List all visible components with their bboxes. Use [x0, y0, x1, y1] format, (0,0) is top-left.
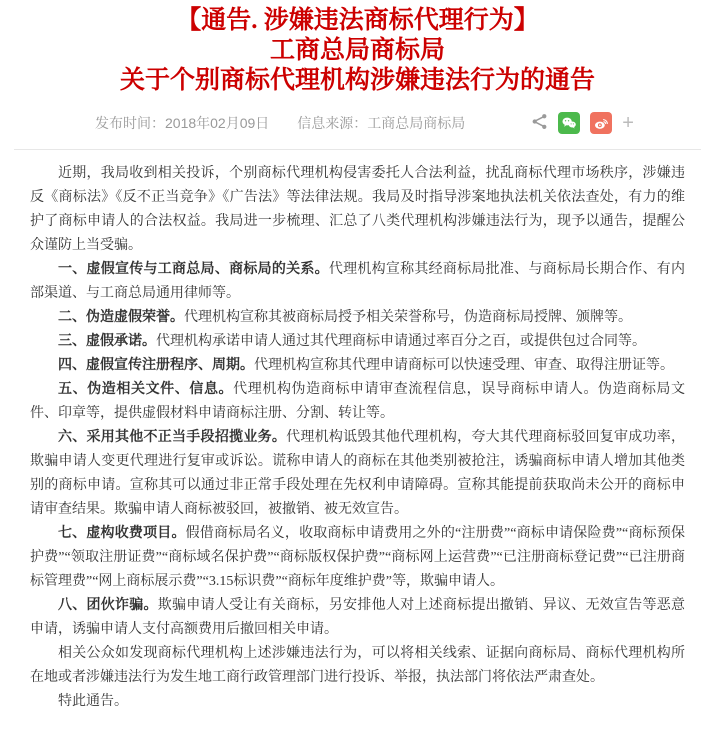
more-share-icon[interactable]: +: [622, 112, 634, 134]
paragraph-lead: 一、虚假宣传与工商总局、商标局的关系。: [58, 262, 329, 277]
article-paragraph: [30, 642, 685, 690]
paragraph-text: 代理机构宣称其被商标局授予相关荣誉称号，伪造商标局授牌、颁牌等。: [184, 310, 632, 325]
article-header: [0, 0, 715, 134]
info-source: 信息来源：工商总局商标局: [297, 115, 466, 131]
article-paragraph: [30, 522, 685, 594]
article-paragraph: [30, 594, 685, 642]
paragraph-lead: 八、团伙诈骗。: [58, 598, 158, 613]
paragraph-text: 代理机构承诺申请人通过其代理商标申请通过率百分之百，或提供包过合同等。: [156, 334, 646, 349]
paragraph-text: 假借商标局名义，收取商标申请费用之外的“注册费”“商标申请保险费”“商标预保护费”“领取注册证费”“商标域名保护费”“商标版权保护费”“商标网上运营费”“已注册商标登记费”“已注册商标管理费”“网上商标展示费”“3.15标识费”“商标年度维护费”等，欺骗申请人。: [30, 526, 685, 589]
paragraph-lead: 二、伪造虚假荣誉。: [58, 310, 184, 325]
paragraph-text: 代理机构诋毁其他代理机构，夸大其代理商标驳回复审成功率，欺骗申请人变更代理进行复审或诉讼。谎称申请人的商标在其他类别被抢注，诱骗商标申请人增加其他类别的商标申请。宣称其可以通过非正常手段处理在先权利申请障碍。宣称其能提前获取尚未公开的商标申请审查结果。欺骗申请人商标被驳回，被撤销、被无效宣告。: [30, 430, 685, 517]
article-paragraph: [30, 306, 685, 330]
share-icon[interactable]: [531, 113, 548, 133]
article-body: [0, 150, 715, 714]
paragraph-lead: 三、虚假承诺。: [58, 334, 156, 349]
article-paragraph: [30, 162, 685, 258]
paragraph-lead: 五、伪造相关文件、信息。: [58, 382, 234, 397]
paragraph-text: 代理机构宣称其经商标局批准、与商标局长期合作、有内部渠道、与工商总局通用律师等。: [30, 262, 685, 301]
article-paragraph: [30, 426, 685, 522]
wechat-share-icon[interactable]: [558, 112, 580, 134]
article-paragraph: [30, 354, 685, 378]
paragraph-lead: 六、采用其他不正当手段招揽业务。: [58, 430, 287, 445]
paragraph-text: 欺骗申请人受让有关商标，另安排他人对上述商标提出撤销、异议、无效宣告等恶意申请，诱骗申请人支付高额费用后撤回相关申请。: [30, 598, 686, 637]
article-paragraph: [30, 258, 685, 306]
paragraph-lead: 七、虚构收费项目。: [58, 526, 186, 541]
publish-time: 发布时间：2018年02月09日: [95, 115, 270, 131]
page-title-line-1: 【通告. 涉嫌违法商标代理行为】: [176, 7, 539, 34]
article-paragraph: [30, 330, 685, 354]
weibo-share-icon[interactable]: [590, 112, 612, 134]
paragraph-text: 特此通告。: [58, 694, 128, 709]
share-group: [521, 112, 634, 134]
paragraph-text: 代理机构伪造商标申请审查流程信息，误导商标申请人。伪造商标局文件、印章等，提供虚假材料申请商标注册、分割、转让等。: [30, 382, 686, 421]
article-paragraph: [30, 690, 685, 714]
paragraph-text: 近期，我局收到相关投诉，个别商标代理机构侵害委托人合法利益，扰乱商标代理市场秩序，涉嫌违反《商标法》《反不正当竞争》《广告法》等法律法规。我局及时指导涉案地执法机关依法查处，有力的维护了商标申请人的合法权益。我局进一步梳理、汇总了八类代理机构涉嫌违法行为，现予以通告，提醒公众谨防上当受骗。: [30, 166, 685, 253]
page-title-line-2: 工商总局商标局: [269, 37, 445, 64]
paragraph-lead: 四、虚假宣传注册程序、周期。: [58, 358, 254, 373]
paragraph-text: 代理机构宣称其代理申请商标可以快速受理、审查、取得注册证等。: [254, 358, 674, 373]
article-paragraph: [30, 378, 685, 426]
meta-row: [0, 112, 715, 134]
paragraph-text: 相关公众如发现商标代理机构上述涉嫌违法行为，可以将相关线索、证据向商标局、商标代理机构所在地或者涉嫌违法行为发生地工商行政管理部门进行投诉、举报，执法部门将依法严肃查处。: [30, 646, 685, 685]
page-title-line-3: 关于个别商标代理机构涉嫌违法行为的通告: [119, 67, 595, 94]
